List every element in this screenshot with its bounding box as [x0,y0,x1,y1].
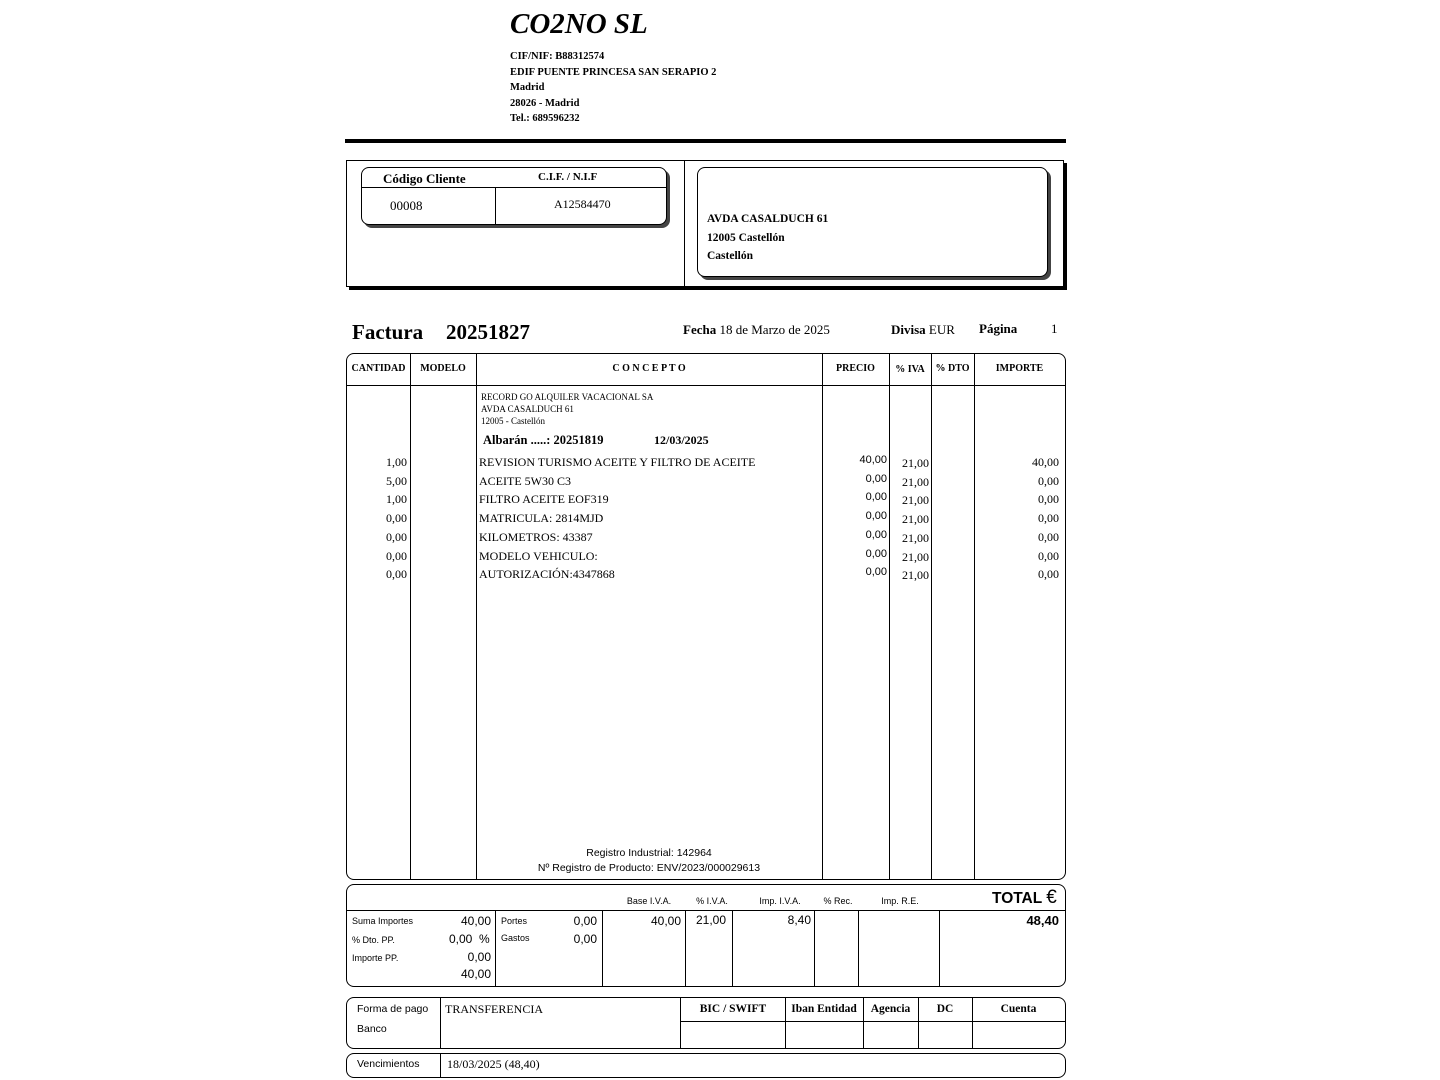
client-address-city: Castellón [707,250,753,262]
company-city: Madrid [510,82,545,94]
payment-col-line-label [440,998,441,1048]
customer-street: AVDA CASALDUCH 61 [481,403,574,414]
bank-header-cuenta: Cuenta [1000,1003,1037,1015]
invoice-number: 20251827 [446,320,530,344]
cell-precio: 0,00 [865,491,887,504]
company-postal: 28026 - Madrid [510,97,580,109]
banco-label: Banco [357,1023,387,1035]
cell-precio: 40,00 [859,454,887,466]
gastos-label: Gastos [501,933,530,943]
totals-header-total [992,887,1057,909]
base-value: 40,00 [650,914,681,928]
totals-header-line [347,910,1065,911]
invoice-date-label: Fecha [683,322,717,337]
customer-name: RECORD GO ALQUILER VACACIONAL SA [481,392,654,402]
footer-notes [476,846,822,876]
totals-header-base: Base I.V.A. [626,896,672,906]
cell-precio: 0,00 [865,528,887,541]
imp-iva-value: 8,40 [787,913,811,927]
totals-col-line-5 [814,911,815,986]
cell-precio: 0,00 [865,547,887,560]
registro-industrial: Registro Industrial: 142964 [586,847,712,859]
col-line-cantidad [410,354,411,879]
bank-header-line [681,1021,1065,1022]
cell-importe: 0,00 [1038,511,1059,526]
invoice-label: Factura [352,320,424,344]
cell-precio: 0,00 [865,510,887,523]
header-concepto: C O N C E P T O [612,363,686,374]
cell-concepto: FILTRO ACEITE EOF319 [479,492,609,507]
dto-number: 0,00 [449,932,473,946]
imp-pp-label: Importe PP. [352,953,399,963]
header-iva: % IVA [895,364,925,375]
dto-value [449,932,490,946]
cell-cantidad: 1,00 [386,455,407,469]
cell-cantidad: 0,00 [386,567,407,582]
col-line-modelo [476,354,477,879]
totals-col-line-2 [602,911,603,986]
client-code-col-line [495,188,496,224]
cell-concepto: MATRICULA: 2814MJD [479,511,604,526]
gastos-value: 0,00 [573,932,597,946]
client-code-label: Código Cliente [383,171,466,186]
euro-icon: € [1046,887,1057,908]
cell-iva: 21,00 [902,456,929,470]
totals-col-line-1 [495,911,496,986]
cell-precio: 0,00 [865,472,887,485]
items-header-line [347,385,1065,386]
cell-iva: 21,00 [902,568,929,583]
cell-concepto: REVISION TURISMO ACEITE Y FILTRO DE ACEITE [479,455,756,469]
bank-header-agencia: Agencia [870,1003,911,1015]
company-street: EDIF PUENTE PRINCESA SAN SERAPIO 2 [510,66,717,78]
client-cif-label: C.I.F. / N.I.F [538,171,598,183]
customer-block [481,392,653,427]
client-address-street: AVDA CASALDUCH 61 [707,213,829,225]
totals-header-rec: % Rec. [823,896,853,906]
dto-label: % Dto. PP. [352,935,395,945]
suma-label: Suma Importes [352,916,414,926]
cell-importe: 40,00 [1032,455,1059,469]
company-phone: Tel.: 689596232 [510,113,580,125]
company-cif: CIF/NIF: B88312574 [510,51,605,62]
iva-value: 21,00 [695,913,727,927]
header-dto: % DTO [935,363,970,374]
header-modelo: MODELO [420,363,466,374]
cell-iva: 21,00 [902,530,929,545]
client-address [707,210,828,266]
company-name: CO2NO SL [510,8,648,40]
vencimientos-label: Vencimientos [357,1058,420,1070]
imp-pp-value: 0,00 [467,950,491,964]
cell-importe: 0,00 [1038,492,1059,507]
totals-col-line-3 [685,911,686,986]
totals-col-line-6 [858,911,859,986]
client-frame-divider [684,160,685,287]
invoice-page-label: Página [979,321,1018,336]
cell-cantidad: 0,00 [386,529,407,544]
forma-pago-label: Forma de pago [357,1003,429,1015]
client-cif-value: A12584470 [554,197,611,211]
col-line-concepto [822,354,823,879]
suma-value: 40,00 [460,914,491,928]
client-address-postal: 12005 Castellón [707,231,785,244]
cell-importe: 0,00 [1038,548,1059,563]
invoice-currency [891,322,955,338]
albaran-date: 12/03/2025 [654,433,709,447]
cell-precio: 0,00 [865,566,887,579]
bank-header-bic: BIC / SWIFT [699,1003,767,1015]
col-line-precio [889,354,890,879]
invoice-page-value: 1 [1051,321,1058,336]
registro-producto: Nº Registro de Producto: ENV/2023/000029613 [537,862,761,874]
client-code-value: 00008 [390,198,423,213]
portes-value: 0,00 [573,914,597,928]
invoice-date-value: 18 de Marzo de 2025 [719,322,830,337]
cell-concepto: ACEITE 5W30 C3 [479,473,571,488]
cell-iva: 21,00 [902,493,929,508]
venc-col-line [440,1054,441,1077]
vencimientos-value: 18/03/2025 (48,40) [447,1057,540,1071]
cell-cantidad: 5,00 [386,473,407,488]
total-label: TOTAL [992,890,1042,907]
client-code-header-line [362,187,666,188]
cell-cantidad: 1,00 [386,492,407,507]
cell-iva: 21,00 [902,512,929,527]
bank-header-dc: DC [936,1003,954,1015]
totals-header-imp-iva: Imp. I.V.A. [759,896,801,906]
cell-importe: 0,00 [1038,529,1059,544]
cell-iva: 21,00 [902,474,929,489]
total-value: 48,40 [1026,913,1059,928]
cell-cantidad: 0,00 [386,548,407,563]
col-line-dto [974,354,975,879]
header-importe: IMPORTE [995,363,1044,374]
customer-city: 12005 - Castellón [481,415,545,426]
header-cantidad: CANTIDAD [351,363,406,374]
header-precio: PRECIO [836,363,875,374]
albaran-label: Albarán .....: 20251819 [483,433,604,447]
invoice-currency-value: EUR [928,322,955,337]
header-divider [345,139,1066,143]
cell-iva: 21,00 [902,549,929,564]
invoice-currency-label: Divisa [891,322,926,337]
totals-header-imp-re: Imp. R.E. [881,896,919,906]
bank-header-iban: Iban Entidad [791,1003,857,1015]
forma-pago-value: TRANSFERENCIA [445,1002,544,1016]
cell-concepto: MODELO VEHICULO: [479,548,598,563]
portes-label: Portes [501,916,528,926]
totals-header-iva: % I.V.A. [696,896,728,906]
company-details [510,49,716,127]
totals-col-line-7 [939,911,940,986]
cell-cantidad: 0,00 [386,511,407,526]
cell-concepto: AUTORIZACIÓN:4347868 [479,567,615,582]
cell-concepto: KILOMETROS: 43387 [479,529,593,544]
cell-importe: 0,00 [1038,567,1059,582]
invoice-date [683,322,830,338]
col-line-iva [931,354,932,879]
subtotal-value: 40,00 [460,967,491,981]
cell-importe: 0,00 [1038,473,1059,488]
dto-percent: % [479,932,490,946]
